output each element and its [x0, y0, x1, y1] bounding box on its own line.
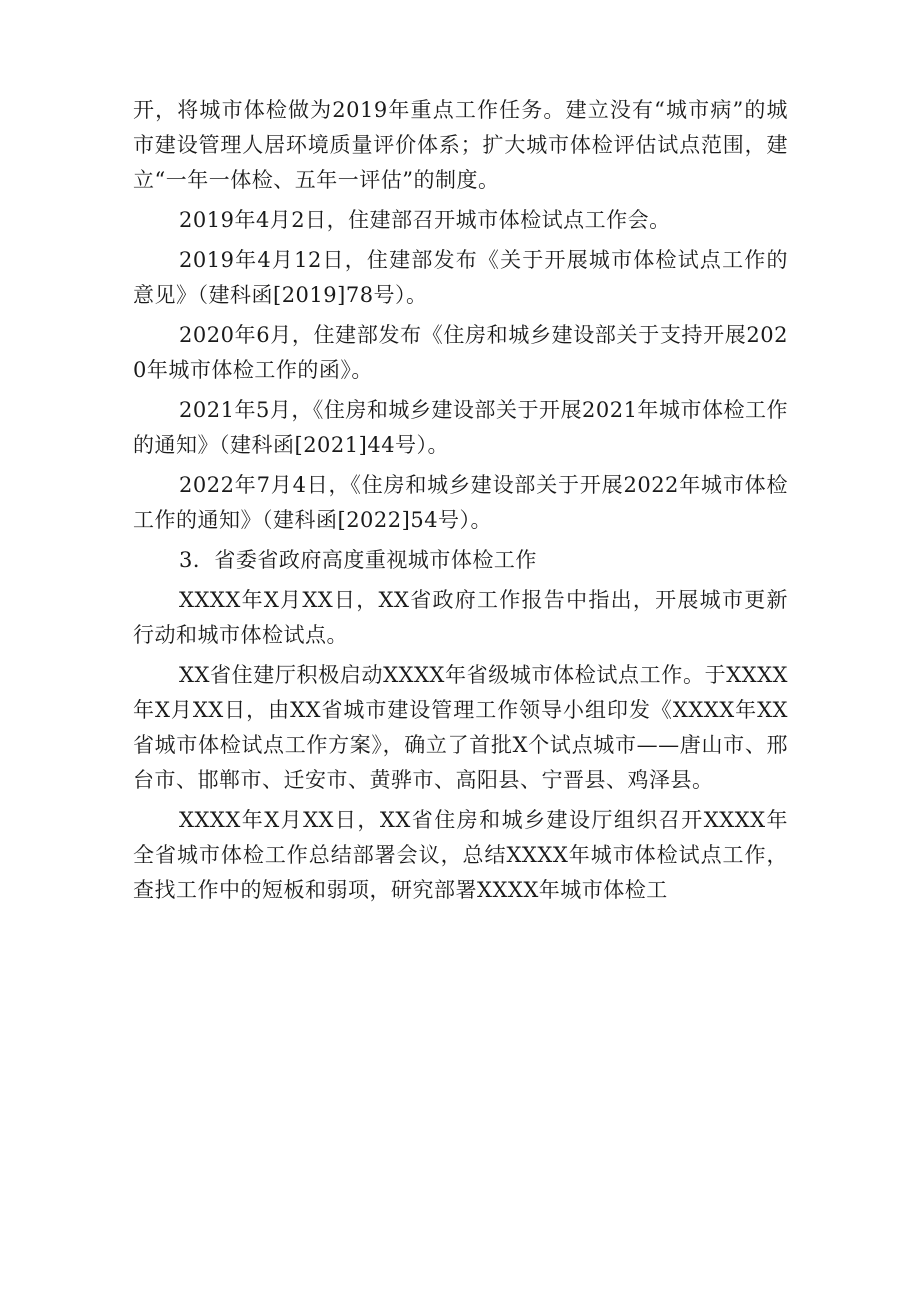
paragraph-provincial-report: XXXX年X月XX日，XX省政府工作报告中指出，开展城市更新行动和城市体检试点。 [133, 588, 788, 647]
paragraph-continuation: 开，将城市体检做为2019年重点工作任务。建立没有“城市病”的城市建设管理人居环境质量评价体系；扩大城市体检评估试点范围，建立“一年一体检、五年一评估”的制度。 [133, 98, 788, 192]
paragraph-2020-06: 2020年6月，住建部发布《住房和城乡建设部关于支持开展2020年城市体检工作的函》。 [133, 323, 788, 382]
paragraph-pilot-cities: XX省住建厅积极启动XXXX年省级城市体检试点工作。于XXXX年X月XX日，由XX省城市建设管理工作领导小组印发《XXXX年XX省城市体检试点工作方案》，确立了首批X个试点城市——唐山市、邢台市、邯郸市、迁安市、黄骅市、高阳县、宁晋县、鸡泽县。 [133, 663, 788, 792]
paragraph-2021-05: 2021年5月，《住房和城乡建设部关于开展2021年城市体检工作的通知》（建科函[2021]44号）。 [133, 398, 788, 457]
paragraph-2019-04-02: 2019年4月2日，住建部召开城市体检试点工作会。 [179, 208, 671, 232]
paragraph-summary-meeting: XXXX年X月XX日，XX省住房和城乡建设厅组织召开XXXX年全省城市体检工作总结部署会议，总结XXXX年城市体检试点工作，查找工作中的短板和弱项，研究部署XXXX年城市体检工 [133, 808, 788, 902]
paragraph-2022-07-04: 2022年7月4日，《住房和城乡建设部关于开展2022年城市体检工作的通知》（建科函[2022]54号）。 [133, 473, 788, 532]
section-heading-3: 3．省委省政府高度重视城市体检工作 [179, 548, 537, 572]
document-page [133, 93, 788, 913]
paragraph-2019-04-12: 2019年4月12日，住建部发布《关于开展城市体检试点工作的意见》（建科函[2019]78号）。 [133, 248, 788, 307]
